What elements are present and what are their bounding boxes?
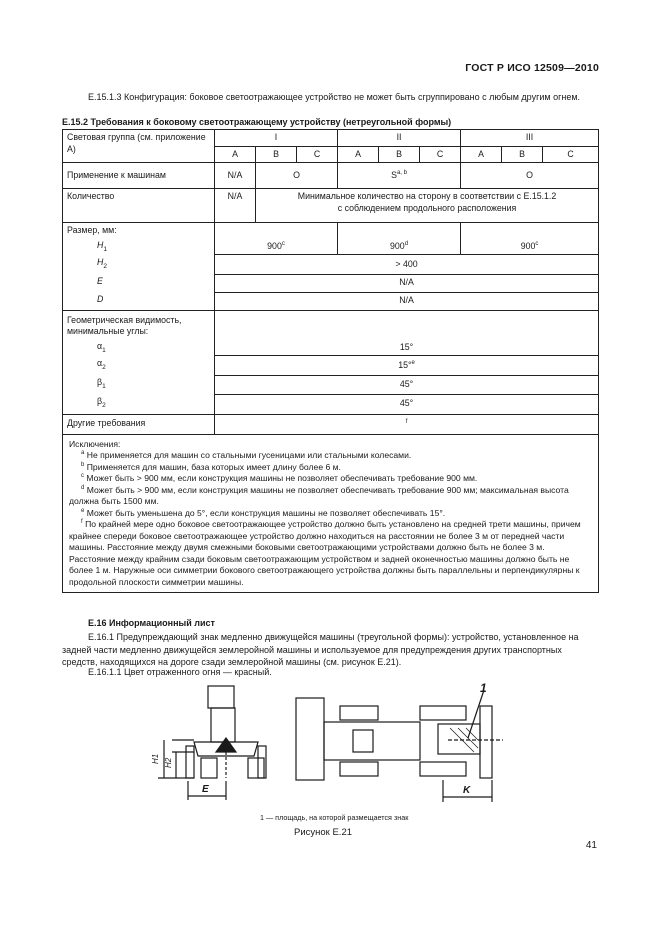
warning-triangle	[216, 738, 236, 752]
subcol: A	[215, 146, 256, 163]
apply-o3: O	[461, 163, 599, 189]
b2-value: 45°	[215, 394, 599, 414]
subcol: C	[543, 146, 599, 163]
figure-callout-1: 1	[480, 681, 487, 695]
h1-group3: 900$^c$	[461, 223, 599, 255]
qty-label: Количество	[63, 189, 215, 223]
section-title-e16: E.16 Информационный лист	[88, 618, 215, 628]
subcol: A	[461, 146, 502, 163]
apply-s: S$^{a, b}$	[338, 163, 461, 189]
top-rear-track-left	[420, 706, 466, 720]
top-cab	[353, 730, 373, 752]
a2-label: $\alpha_2$	[63, 356, 215, 375]
top-body	[324, 722, 420, 760]
paragraph-e16-1-1: E.16.1.1 Цвет отраженного огня — красный.	[88, 667, 272, 677]
subcol: C	[420, 146, 461, 163]
top-rear-sign-area	[480, 706, 492, 778]
label-k: K	[463, 785, 471, 796]
d-label: D	[63, 292, 215, 310]
subcol: B	[379, 146, 420, 163]
cab-body	[211, 708, 235, 742]
subcol: C	[297, 146, 338, 163]
figure-legend: 1 — площадь, на которой размещается знак	[260, 813, 409, 822]
qty-na: N/A	[215, 189, 256, 223]
label-h1: H1	[151, 753, 160, 764]
section-title-e15-2: E.15.2 Требования к боковому светоотражающему устройству (нетреугольной формы)	[62, 117, 452, 127]
top-rear-engine	[438, 724, 480, 754]
right-side	[258, 746, 266, 778]
a1-value: 15°	[215, 310, 599, 356]
e-label: E	[63, 274, 215, 292]
top-rear-track-right	[420, 762, 466, 776]
left-wheel	[201, 758, 217, 778]
b2-label: $\beta_2$	[63, 394, 215, 414]
apply-label: Применение к машинам	[63, 163, 215, 189]
notes-block: Исключения: $^a$ Не применяется для машин со стальными гусеницами или стальными колесами. $^b$ Применяется для машин, база которых имеет длину более 6 м. $^c$ Может быть > 900 мм, если конструкция машины не позволяет обеспечивать требование 900 мм. $^d$ Может быть > 900 мм, если конструкция машины не позволяет обеспечивать требование 900 мм; максимальная высота должна быть 1500 мм. $^e$ Может быть уменьшена до 5°, если конструкция машины не позволяет обеспечивать 15°. $^f$ По крайней мере одно боковое светоотражающее устройство должно быть установлено на средней трети машины, причем крайнее спереди боковое светоотражающее устройство должно находиться на расстоянии не более 3 м от передней части машины. Расстояние между двумя смежными боковыми светоотражающими устройствами должно быть не более 3 м. Расстояние между крайним сзади боковым светоотражающим устройством и задней оконечностью машины должно быть не более 1 м. Наружные оси симметрии бокового светоотражающего устройства должны быть параллельны и перпендикулярны к продольной плоскости симметрии машины.	[63, 434, 599, 593]
right-wheel	[248, 758, 264, 778]
group-2: II	[338, 130, 461, 147]
a2-value: 15°$^e$	[215, 356, 599, 375]
label-h2: H2	[164, 757, 173, 768]
subcol: B	[502, 146, 543, 163]
b1-label: $\beta_1$	[63, 375, 215, 394]
figure-caption: Рисунок E.21	[294, 827, 353, 838]
top-track-left	[340, 706, 378, 720]
label-e: E	[202, 784, 209, 795]
group-label: Световая группа (см. приложение А)	[63, 130, 215, 163]
group-1: I	[215, 130, 338, 147]
h1-group1: 900$^c$	[215, 223, 338, 255]
paragraph-e15-1-3: E.15.1.3 Конфигурация: боковое светоотражающее устройство не может быть сгруппировано с любым другим огнем.	[88, 92, 581, 102]
requirements-table	[62, 129, 599, 593]
other-label: Другие требования	[63, 414, 215, 434]
top-blade	[296, 698, 324, 780]
size-h1-label: Размер, мм: $H_1$	[63, 223, 215, 255]
page-number: 41	[585, 840, 597, 851]
cab-top	[208, 686, 234, 708]
subcol: A	[338, 146, 379, 163]
h1-group2: 900$^d$	[338, 223, 461, 255]
subcol: B	[256, 146, 297, 163]
h2-value: > 400	[215, 255, 599, 274]
group-3: III	[461, 130, 599, 147]
e-value: N/A	[215, 274, 599, 292]
paragraph-e16-1: E.16.1 Предупреждающий знак медленно движущейся машины (треугольной формы): устройство, установленное на задней части медленно движущейся землеройной машины и используемое для предупреждения других транспортных средств, находящихся на дороге сзади землеройной машины (см. рисунок E.21).	[62, 632, 579, 667]
other-value: f	[215, 414, 599, 434]
qty-text: Минимальное количество на сторону в соответствии с Е.15.1.2 с соблюдением продольного расположения	[256, 189, 599, 223]
top-track-right	[340, 762, 378, 776]
document-id: ГОСТ Р ИСО 12509—2010	[465, 62, 599, 74]
geo-a1-label: Геометрическая видимость, минимальные углы: $\alpha_1$	[63, 310, 215, 356]
apply-na: N/A	[215, 163, 256, 189]
d-value: N/A	[215, 292, 599, 310]
b1-value: 45°	[215, 375, 599, 394]
h2-label: $H_2$	[63, 255, 215, 274]
left-side	[186, 746, 194, 778]
apply-o1: O	[256, 163, 338, 189]
figure-e21	[128, 678, 508, 808]
